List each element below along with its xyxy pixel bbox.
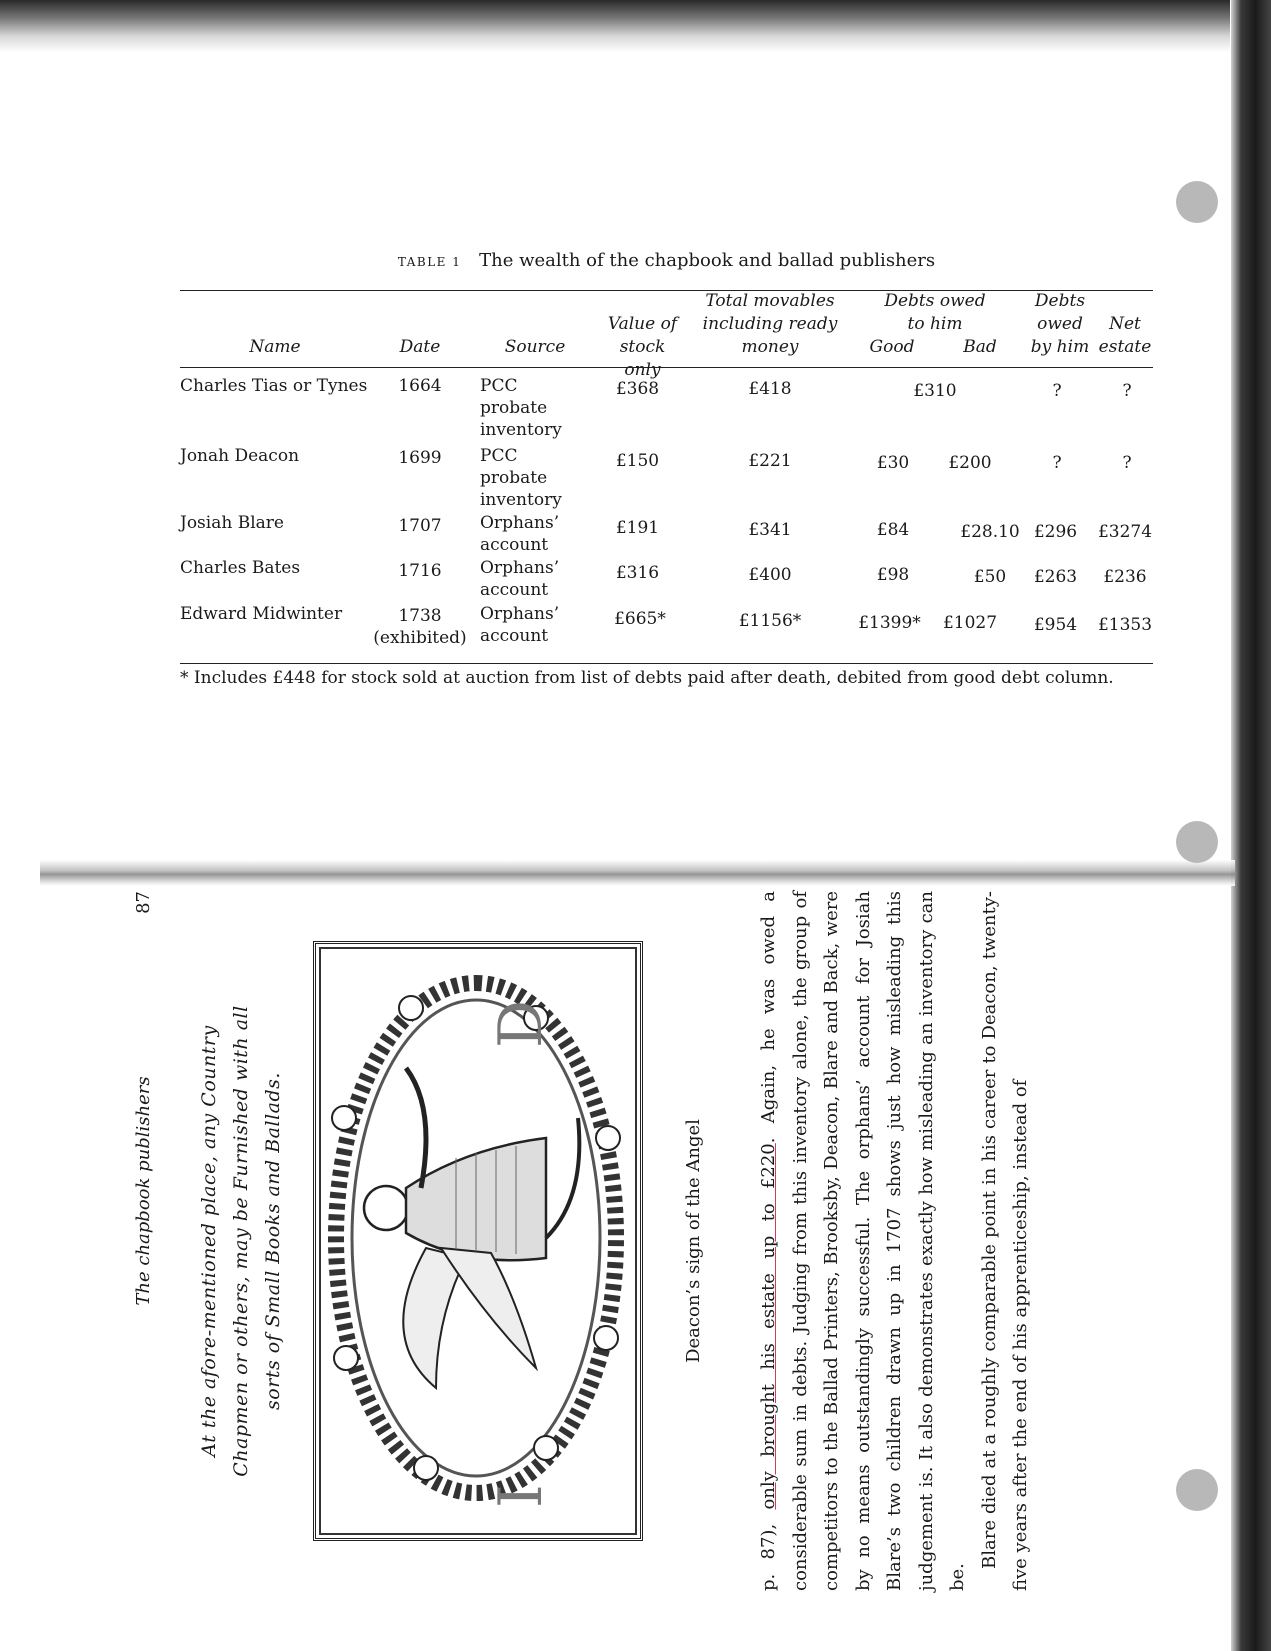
paragraph: p. 87), only brought his estate up to £220. Again, he was owed a considerable sum in debts. Judging from this inventory alone, the group of competitors to the Ballad Printers, Brooksby, Deacon, Blare and Back, were by no means outstandingly successful. The orphans’ account for Josiah Blare’s two children drawn up in 1707 shows just how misleading this judgement is. It also demonstrates exactly how misleading an inventory can be. (758, 891, 968, 1591)
woodcut-angel-image (313, 941, 643, 1541)
cell-name: Josiah Blare (180, 513, 284, 533)
scanner-edge-right (1231, 0, 1271, 1651)
cell-name: Jonah Deacon (180, 446, 300, 466)
cell-movables: £221 (748, 451, 792, 471)
header-bad: Bad (963, 337, 997, 357)
cell-date: 1738 (exhibited) (373, 606, 467, 648)
cell-source: Orphans’ account (480, 604, 560, 646)
cell-bad: £50 (973, 567, 1007, 587)
cell-stock: £665* (614, 609, 666, 629)
page-fold-shadow (40, 860, 1235, 886)
cell-name: Charles Bates (180, 558, 301, 578)
header-good: Good (869, 337, 915, 357)
cell-source: PCC probate inventory (480, 446, 562, 510)
cell-bad: £200 (948, 453, 992, 473)
table-caption (180, 250, 1153, 271)
cell-bad: £28.10 (960, 522, 1020, 542)
rotated-book-page (133, 891, 1163, 1591)
cell-movables: £1156* (738, 611, 802, 631)
woodcut-letter-d: D (486, 999, 556, 1048)
cell-owed-by: ? (1052, 453, 1062, 473)
punch-hole (1176, 181, 1218, 223)
woodcut-caption: Deacon’s sign of the Angel (683, 1119, 704, 1363)
cell-source: Orphans’ account (480, 513, 560, 555)
cell-movables: £400 (748, 565, 792, 585)
cell-date: 1699 (398, 448, 442, 468)
cell-net: ? (1122, 381, 1132, 401)
body-text (753, 891, 1037, 1591)
cell-good: £98 (876, 565, 910, 585)
cell-stock: £316 (615, 563, 660, 583)
cell-net: £1353 (1097, 615, 1153, 635)
header-debts-owed-to-him: Debts owed to him (884, 291, 986, 334)
cell-stock: £191 (615, 518, 660, 538)
header-total-movables: Total movables including ready money (702, 291, 838, 357)
cell-good: £310 (913, 381, 957, 401)
cell-name: Charles Tias or Tynes (180, 376, 368, 396)
woodcut-letter-i: I (486, 1484, 556, 1508)
angel-woodcut-illustration (316, 944, 640, 1538)
header-source: Source (504, 337, 566, 357)
punch-hole (1176, 821, 1218, 863)
table-bottom-rule (180, 663, 1153, 664)
cell-source: PCC probate inventory (480, 376, 562, 440)
cell-date: 1664 (398, 376, 442, 396)
cell-good: £30 (876, 453, 910, 473)
table-label: TABLE 1 (397, 255, 462, 269)
header-date: Date (399, 337, 441, 357)
cell-bad: £1027 (942, 613, 998, 633)
cell-movables: £341 (748, 520, 792, 540)
page-number: 87 (133, 891, 154, 914)
underlined-phrase: only brought his estate up to £220 (758, 1143, 779, 1510)
imprint-notice: At the afore-mentioned place, any Country Chapmen or others, may be Furnished with all sorts of Small Books and Ballads. (198, 1005, 284, 1477)
header-value-of-stock: Value of stock only (607, 314, 678, 380)
punch-hole (1176, 1469, 1218, 1511)
paragraph: Blare died at a roughly comparable point in his career to Deacon, twenty-five years after the end of his apprenticeship, instead of (978, 891, 1031, 1591)
cell-owed-by: £263 (1033, 567, 1078, 587)
table-footnote: * Includes £448 for stock sold at auction from list of debts paid after death, debited from good debt column. (180, 668, 1114, 688)
cell-date: 1707 (398, 516, 442, 536)
table-header-rule (180, 367, 1153, 368)
cell-source: Orphans’ account (480, 558, 560, 600)
cell-name: Edward Midwinter (180, 604, 343, 624)
cell-net: £236 (1103, 567, 1147, 587)
scanner-edge-top (0, 0, 1230, 52)
cell-good: £84 (876, 520, 910, 540)
cell-owed-by: £296 (1033, 522, 1078, 542)
running-head: The chapbook publishers (133, 1076, 154, 1306)
cell-stock: £150 (615, 451, 660, 471)
table-title: The wealth of the chapbook and ballad publishers (479, 250, 936, 271)
cell-owed-by: ? (1052, 381, 1062, 401)
header-net-estate: Net estate (1098, 314, 1152, 357)
cell-owed-by: £954 (1033, 615, 1078, 635)
header-debts-owed-by-him: Debts owed by him (1030, 291, 1090, 357)
header-name: Name (249, 337, 301, 357)
cell-date: 1716 (398, 561, 442, 581)
cell-good: £1399* (858, 613, 921, 633)
cell-net: £3274 (1097, 522, 1153, 542)
cell-net: ? (1122, 453, 1132, 473)
cell-stock: £368 (615, 379, 660, 399)
cell-movables: £418 (748, 379, 792, 399)
